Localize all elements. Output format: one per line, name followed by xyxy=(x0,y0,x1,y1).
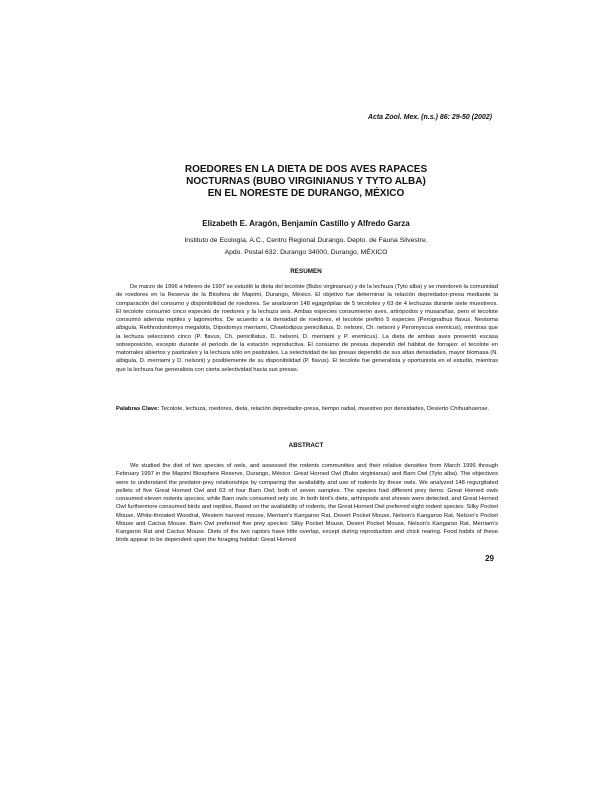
affiliation xyxy=(110,235,502,258)
keywords-text: Tecolote, lechuza, roedores, dieta, relación depredador-presa, tiempo radial, muestreo por densidades, Desierto Chihuahuense. xyxy=(160,406,490,412)
abstract-body xyxy=(116,462,498,545)
affiliation-line-2: Apdo. Postal 632. Durango 34000, Durango, MÉXICO xyxy=(224,248,388,256)
affiliation-line-1: Instituto de Ecología, A.C., Centro Regional Durango. Depto. de Fauna Silvestre. xyxy=(184,237,428,244)
resumen-text: De marzo de 1996 a febrero de 1997 se estudió la dieta del tecolote (Bubo virginianus) y de la lechuza (Tyto alba) y se monitoreó la comunidad de roedores en la Reserva de la Biosfera de Mapimí, Durango, México. El objetivo fue determinar la relación depredador-presa mediante la comparación del consumo y disponibilidad de roedores. Se analizaron 148 egagrópilas de 5 tecolotes y 63 de 4 lechuzas durante siete muestreos. El tecolote consumió cinco especies de roedores y la lechuza seis. Ambas especies consumieron aves, artrópodos y musarañas, pero el tecolote consumió además reptiles y lagomorfos. De acuerdo a la densidad de roedores, el tecolote prefirió 5 especies (Perognathus flavus, Neotoma albigula, Reithrodontomys megalotis, Dipodomys merriami, Chaetodipus penicillatus, D. nelsoni, Ch. nelsoni y Peromyscus eremicus), mientras que la lechuza seleccionó cinco (P. flavus, Ch. penicillatus, D. nelsoni, D. merriami y P. eremicus). La dieta de ambas aves presentó escasa sobreposición, excepto durante el periodo de la estación reproductiva. El consumo de presas dependió del hábitat de forrajeo: el tecolote en matorrales abiertos y pastizales y la lechuza sólo en pastizales. La selectividad de las presas dependió de sus altas densidades, mayor biomasa (N. albigula, D. merriami y D. nelsoni) y posiblemente de su disponibilidad (P. flavus). El tecolote fue generalista y oportunista en el estudio, mientras que la lechuza fue generalista con cierta selectividad hacia sus presas. xyxy=(116,284,498,373)
title-line-2: NOCTURNAS (BUBO VIRGINIANUS Y TYTO ALBA) xyxy=(186,176,426,187)
abstract-heading: ABSTRACT xyxy=(288,442,324,449)
title-line-1: ROEDORES EN LA DIETA DE DOS AVES RAPACES xyxy=(184,164,428,175)
resumen-heading: RESUMEN xyxy=(290,268,322,275)
keywords xyxy=(116,405,498,413)
journal-reference: Acta Zool. Mex. (n.s.) 86: 29-50 (2002) xyxy=(367,114,492,121)
keywords-label: Palabras Clave: xyxy=(116,406,160,412)
resumen-body xyxy=(116,283,498,374)
abstract-text: We studied the diet of two species of owls, and assessed the rodents communities and their relative densities from March 1996 through February 1997 in the Mapimí Biosphere Reserve, Durango, México: Great Horned Owl (Bubo virginianus) and Barn Owl (Tyto alba). The objectives were to understand the predator-prey relationships by comparing the availability and use of rodents by these owls. We analyzed 148 regurgitated pellets of five Great Horned Owl and 63 of four Barn Owl, both of seven samples. The species had different prey items: Great Horned owls consumed eleven rodents species, while Barn owls consumed only six. In both bird's diets, arthropods and shrews were detected, and Great Horned Owl furthermore consumed birds and reptiles. Based on the availability of rodents, the Great Horned Owl preferred eight rodent species: Silky Pocket Mouse, White-throated Woodrat, Western harvest mouse, Merriam's Kangaroo Rat, Desert Pocket Mouse, Nelson's Kangaroo Rat, Nelson's Pocket Mouse and Cactus Mouse. Barn Owl preferred five prey species: Silky Pocket Mouse, Desert Pocket Mouse, Nelson's Kangaroo Rat, Merriam's Kangaroo Rat and Cactus Mouse. Diets of the two raptors have little overlap, except during reproduction and chick rearing. Food habits of these birds appear to be dependent upon the foraging habitat: Great Horned xyxy=(116,463,498,544)
title-line-3: EN EL NORESTE DE DURANGO, MÉXICO xyxy=(207,188,405,199)
page-number: 29 xyxy=(485,554,494,563)
authors: Elizabeth E. Aragón, Benjamín Castillo y Alfredo Garza xyxy=(202,219,410,228)
article-title xyxy=(110,164,502,200)
